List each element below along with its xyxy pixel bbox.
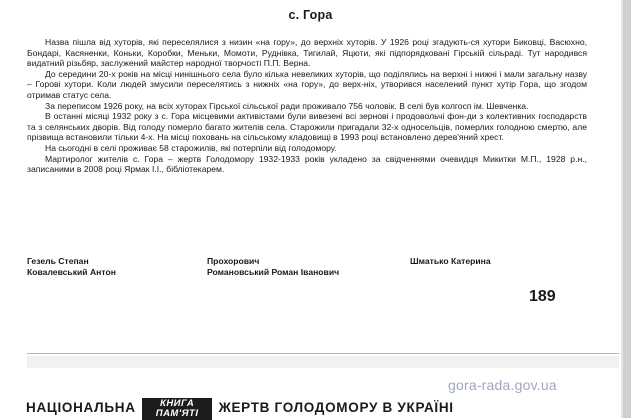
name-entry: Романовський Роман Іванович bbox=[207, 267, 340, 277]
name-entry: Гезель Степан bbox=[27, 256, 89, 266]
paragraph: За переписом 1926 року, на всіх хуторах Гірської сільської ради проживало 756 чоловік. В селі був колгосп ім. Шевченка. bbox=[45, 100, 529, 111]
page-edge bbox=[623, 0, 631, 418]
footer-divider bbox=[27, 353, 619, 354]
website-watermark: gora-rada.gov.ua bbox=[448, 377, 557, 393]
names-row bbox=[27, 256, 587, 267]
body-text bbox=[27, 37, 587, 175]
logo-line: ПАМ'ЯТІ bbox=[155, 408, 199, 419]
names-row bbox=[27, 267, 587, 278]
book-series-title bbox=[26, 398, 454, 420]
paragraph: До середини 20-х років на місці нинішнього села було кілька невеликих хуторів, що поділялись на верхні і нижні і мали загальну назву – Горові хутори. Коли людей змусили переселятись з нижніх «на гору», до верх-ніх, утворився населений пункт хутір Гора, що згодом отримав статус села. bbox=[27, 68, 587, 100]
name-entry: Прохорович bbox=[207, 256, 260, 266]
logo-line: КНИГА bbox=[159, 398, 195, 409]
name-entry: Ковалевський Антон bbox=[27, 267, 116, 277]
series-title-left: НАЦІОНАЛЬНА bbox=[26, 400, 136, 415]
book-of-memory-logo bbox=[142, 398, 212, 420]
victim-names-list bbox=[27, 256, 587, 278]
paragraph: Мартиролог жителів с. Гора – жертв Голодомору 1932-1933 років укладено за свідченнями очевидця Микитки М.П., 1928 р.н., записаними в 2008 році Ярмак І.І., бібліотекарем. bbox=[27, 153, 587, 175]
page-number: 189 bbox=[529, 288, 556, 305]
footer-band bbox=[27, 356, 619, 368]
paragraph: Назва пішла від хуторів, які переселялися з низин «на гору», до верхніх хуторів. У 1926 році згадують-ся хутори Биковці, Васюхно, Бондарі, Касяненки, Коньки, Коробки, Меньки, Момоти, Руднівка, Тигилай, Яцюти, які підпорядковані Гірській сільраді. Тут народився видатний різьбяр, заслужений майстер народної творчості П.П. Верна. bbox=[27, 37, 587, 69]
page-title: с. Гора bbox=[288, 8, 333, 22]
name-entry: Шматько Катерина bbox=[410, 256, 491, 266]
paragraph: В останні місяці 1932 року з с. Гора місцевими активістами були вивезені всі зернові і продовольчі фон-ди з колективних господарств та з селянських дворів. Від голоду померло багато жителів села. Старожили пригадали 32-х односельців, померлих голодною смертю, але прізвища встановили тільки 4-х. На місці поховань на сільському кладовищі в 1993 році встановлено дерев'яний хрест. bbox=[27, 111, 587, 143]
series-title-right: ЖЕРТВ ГОЛОДОМОРУ В УКРАЇНІ bbox=[218, 400, 454, 415]
paragraph: На сьогодні в селі проживає 58 старожилів, які потерпіли від голодомору. bbox=[45, 142, 337, 153]
